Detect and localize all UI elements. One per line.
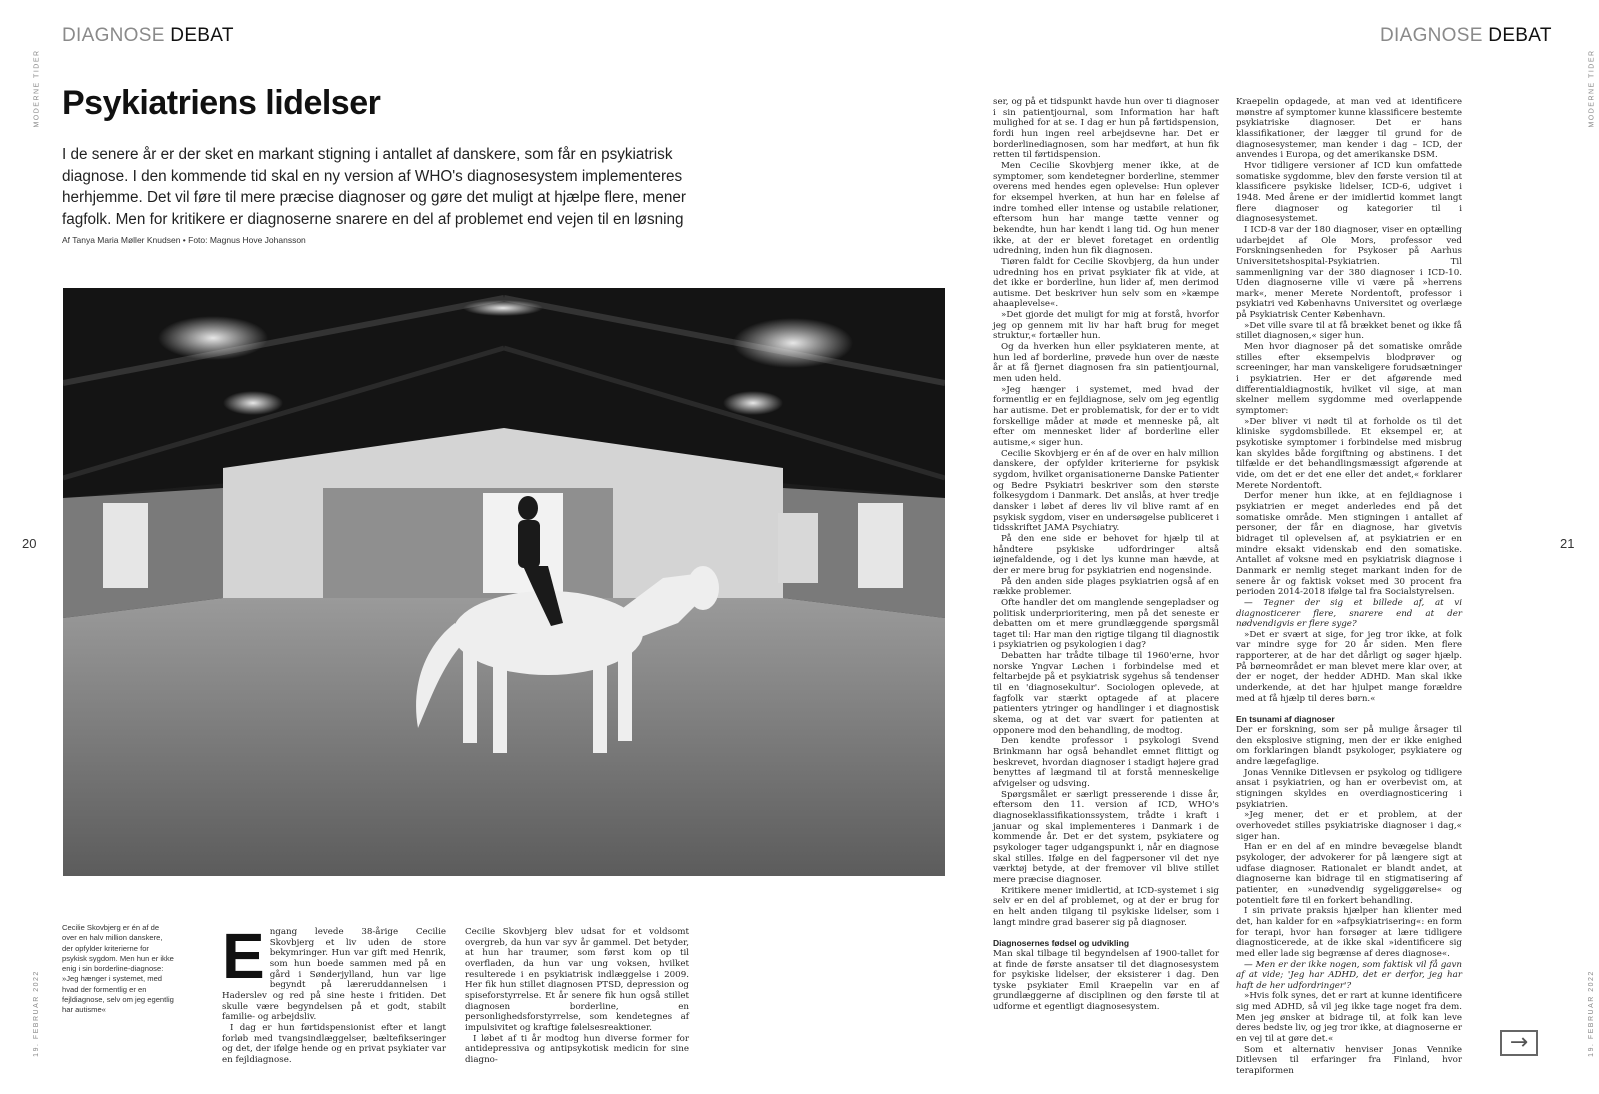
- paragraph: På den anden side plages psykiatrien også af en række problemer.: [993, 576, 1219, 598]
- issue-date-right: 19. FEBRUAR 2022: [1587, 970, 1595, 1057]
- paragraph: Jonas Vennike Ditlevsen er psykolog og tidligere ansat i psykiatrien, og han er overbevist om, at stigningen skyldes en overdiagnosticering i psykiatrien.: [1236, 767, 1462, 810]
- paragraph: I dag er hun førtidspensionist efter et langt forløb med tvangsindlæggelser, bæltefikseringer og det, der ifølge hende og en privat psykiater var en fejldiagnose.: [222, 1022, 446, 1065]
- paragraph: »Der bliver vi nødt til at forholde os til det kliniske sygdomsbillede. Et eksempel er, at psykotiske symptomer i forbindelse med misbrug kan skyldes både forgiftning og abstinens. I det tilfælde er det behandlingsmæssigt afgørende at vide, om det er det ene eller det andet,« forklarer Merete Nordentoft.: [1236, 416, 1462, 491]
- paragraph: I sin private praksis hjælper han klienter med det, han kalder for en »afpsykiatrisering«: en form for terapi, hvor han forsøger at lære tidligere diagnosticerede, at de ikke skal »identificere sig med eller lade sig begrænse af deres diagnose«.: [1236, 906, 1462, 959]
- paragraph: I ICD-8 var der 180 diagnoser, viser en optælling udarbejdet af Ole Mors, professor ved Forskningsenheden for Psykoser på Aarhus Universitetshospital-Psykiatrien. Til sammenligning var der 380 diagnoser i ICD-10. Uden diagnoserne ville vi være på »herrens mark«, mener Merete Nordentoft, professor i psykiatri ved Københavns Universitet og overlæge på Psykiatrisk Center København.: [1236, 224, 1462, 321]
- page-number-left: 20: [22, 536, 37, 551]
- article-lead: I de senere år er der sket en markant stigning i antallet af danskere, som får en psykiatrisk diagnose. I den kommende tid skal en ny version af WHO's diagnosesystem implementeres herhjemme. Det vil føre til mere præcise diagnoser og gøre det muligt at hjælpe flere, mener fagfolk. Men for kritikere er diagnoserne snarere en del af problemet end vejen til en løsning: [62, 146, 687, 228]
- article-title: Psykiatriens lidelser: [62, 84, 381, 122]
- paragraph: »Jeg mener, det er et problem, at der overhovedet stilles psykiatriske diagnoser i dag,« siger han.: [1236, 810, 1462, 842]
- section-label-right: DIAGNOSE DEBAT: [1380, 25, 1552, 46]
- issue-date-left: 19. FEBRUAR 2022: [32, 970, 40, 1057]
- paragraph: »Det gjorde det muligt for mig at forstå, hvorfor jeg op gennem mit liv har haft brug for meget struktur,« fortæller hun.: [993, 310, 1219, 342]
- next-page-button[interactable]: [1500, 1030, 1538, 1056]
- paragraph: Kritikere mener imidlertid, at ICD-systemet i sig selv er en del af problemet, og at der er brug for en helt anden tilgang til psykiske lidelser, som i langt mindre grad baserer sig på diagnoser.: [993, 885, 1219, 928]
- paragraph: »Hvis folk synes, det er rart at kunne identificere sig med ADHD, så vil jeg ikke tage noget fra dem. Men jeg ønsker at bidrage til, at folk kan leve deres bedste liv, og jeg tror ikke, at diagnoserne er en vej til at gøre det.«: [1236, 991, 1462, 1045]
- paragraph: Som et alternativ henviser Jonas Vennike Ditlevsen til erfaringer fra Finland, hvor terapiformen: [1236, 1044, 1462, 1077]
- page-number-right: 21: [1560, 536, 1575, 551]
- article-photo: [63, 288, 945, 876]
- paragraph: Kraepelin opdagede, at man ved at identificere mønstre af symptomer kunne klassificere bestemte psykiatriske diagnoser. Det er hans klassifikationer, der lægger til grund for de diagnosesystemer, man kender i dag – ICD, der anvendes i Europa, og det amerikanske DSM.: [1236, 97, 1462, 161]
- paragraph: Men Cecilie Skovbjerg mener ikke, at de symptomer, som kendetegner borderline, stemmer overens med hendes egen oplevelse: Hun oplever for eksempel hverken, at hun har en følelse af indre tomhed eller intense og ustabile relationer, eftersom hun har mange tætte venner og bekendte, hun har kendt i lang tid. Og hun mener ikke, at der er blevet foretaget en ordentlig udredning, inden hun fik diagnosen.: [993, 160, 1219, 257]
- paragraph: Men hvor diagnoser på det somatiske område stilles efter eksempelvis blodprøver og screeninger, har man vanskeligere forudsætninger i psykiatrien. Her er det afgørende med differentialdiagnostik, hvilket vil sige, at man skelner mellem sygdomme med overlappende symptomer:: [1236, 342, 1462, 417]
- byline: Af Tanya Maria Møller Knudsen • Foto: Magnus Hove Johansson: [62, 235, 306, 245]
- paragraph: Den kendte professor i psykologi Svend Brinkmann har også behandlet emnet flittigt og beskrevet, hvordan diagnoser i stadigt højere grad benyttes af lægmand til at forstå menneskelige afvigelser og udsving.: [993, 736, 1219, 789]
- paragraph: I løbet af ti år modtog hun diverse former for antidepressiva og antipsykotisk medicin for sine diagno-: [465, 1033, 689, 1065]
- paragraph: Der er forskning, som ser på mulige årsager til den eksplosive stigning, men der er ikke enighed om forklaringen blandt psykologer, psykiatere og andre lægefaglige.: [1236, 725, 1462, 768]
- paragraph: Han er en del af en mindre bevægelse blandt psykologer, der advokerer for på længere sigt at udfase diagnoser. Rationalet er blandt andet, at diagnoserne kan bidrage til en stigmatisering af patienter, en »unødvendig sygeliggørelse« og potentielt føre til en forkert behandling.: [1236, 842, 1462, 906]
- paragraph: Debatten har trådte tilbage til 1960'erne, hvor norske Yngvar Løchen i forbindelse med et feltarbejde på et psykiatrisk sygehus så tendenser til en 'diagnosekultur'. Sociologen oplevede, at fagfolk var stærkt optagede af at placere patienters ytringer og handlinger i et diagnostisk skema, og at det var svært for patienten at opponere mod den behandling, de modtog.: [993, 651, 1219, 736]
- paragraph: På den ene side er behovet for hjælp til at håndtere psykiske udfordringer altså iøjnefaldende, og i det lys kunne man hævde, at der er mere brug for psykiatrien end nogensinde.: [993, 533, 1219, 576]
- paragraph: Cecilie Skovbjerg blev udsat for et voldsomt overgreb, da hun var syv år gammel. Det betyder, at hun har traumer, som først kom op til overfladen, da hun var ung voksen, hvilket resulterede i en psykiatrisk indlæggelse i 2009. Her fik hun stillet diagnosen PTSD, depression og spiseforstyrrelse. Et år senere fik hun også stillet diagnosen borderline, en personlighedsforstyrrelse, som kendetegnes af impulsivitet og kraftige følelsesreaktioner.: [465, 927, 689, 1033]
- paragraph: Hvor tidligere versioner af ICD kun omfattede somatiske sygdomme, blev den første version til at klassificere psykiske lidelser, ICD-6, udgivet i 1948. Med årene er der imidlertid kommet langt flere diagnoser og kategorier til i diagnosesystemet.: [1236, 160, 1462, 225]
- paragraph: Cecilie Skovbjerg er én af de over en halv million danskere, der opfylder kriterierne for psykisk sygdom, hvilket organisationerne Danske Patienter og Bedre Psykiatri beskriver som den største folkesygdom i Danmark. Det anslås, at hver tredje dansker i løbet af deres liv vil blive ramt af en psykisk sygdom, viser en undersøgelse publiceret i tidsskriftet JAMA Psychiatry.: [993, 448, 1220, 534]
- section-label-left: DIAGNOSE DEBAT: [62, 25, 234, 46]
- body-column-3: [993, 97, 1219, 1013]
- body-column-4: [1236, 97, 1462, 1077]
- body-column-1: [222, 920, 446, 1066]
- paragraph: ser, og på et tidspunkt havde hun over ti diagnoser i sin patientjournal, som Information har haft mulighed for at se. I dag er hun på førtidspension, fordi hun ingen reel arbejdsevne har. Det er borderlinediagnosen, som har medført, at hun fik retten til førtidspension.: [993, 97, 1219, 161]
- paragraph: Og da hverken hun eller psykiateren mente, at hun led af borderline, prøvede hun over de næste år at få fjernet diagnosen fra sin patientjournal, men uden held.: [993, 342, 1219, 385]
- paragraph: — Tegner der sig et billede af, at vi diagnosticerer flere, snarere end at der nødvendigvis er flere syge?: [1236, 597, 1462, 630]
- paragraph: Man skal tilbage til begyndelsen af 1900-tallet for at finde de første ansatser til det diagnosesystem for psykiske lidelser, der eksisterer i dag. Den tyske psykiater Emil Kraepelin var en af grundlæggerne af disciplinen og den første til at udforme et egentligt diagnosesystem.: [993, 948, 1219, 1013]
- arrow-right-icon: →: [1509, 1030, 1529, 1055]
- subheading: En tsunami af diagnoser: [1236, 714, 1335, 725]
- body-column-2: [465, 927, 689, 1066]
- paragraph: Derfor mener hun ikke, at en fejldiagnose i psykiatrien er meget anderledes end på det somatiske område. Men stigningen i antallet af personer, der får en diagnose, har givetvis bidraget til oplevelsen af, at psykiatrien er en mindre eksakt videnskab end den somatiske. Antallet af voksne med en psykiatrisk diagnose i Danmark er nemlig steget markant inden for de senere år og faktisk vokset med 30 procent fra perioden 2014-2018 ifølge tal fra Socialstyrelsen.: [1236, 491, 1462, 598]
- paragraph: Ofte handler det om manglende sengepladser og politisk underprioritering, men på det seneste er debatten om et mere grundlæggende spørgsmål taget til: Har man den rigtige tilgang til diagnostik i psykiatrien og psykologien i dag?: [993, 597, 1219, 651]
- paragraph: Spørgsmålet er særligt presserende i disse år, eftersom den 11. version af ICD, WHO's diagnoseklassifikationssystem, trådte i kraft i januar og skal implementeres i Danmark i de kommende år. Det er det system, psykiatere og psykologer tager udgangspunkt i, når en diagnose skal stilles. Ifølge en del fagpersoner vil det nye værktøj betyde, at der fremover vil blive stillet mere præcise diagnoser.: [993, 789, 1219, 885]
- drop-cap: E: [222, 920, 265, 992]
- paragraph: Tiøren faldt for Cecilie Skovbjerg, da hun under udredning hos en privat psykiater fik at vide, at det ikke er borderline, hun lider af, men derimod autisme. Det beskriver hun selv som en »kæmpe ahaaplevelse«.: [993, 256, 1219, 310]
- paragraph: »Det ville svare til at få brækket benet og ikke få stillet diagnosen,« siger hun.: [1236, 320, 1462, 342]
- publication-name-right: MODERNE TIDER: [1588, 49, 1596, 128]
- subheading: Diagnosernes fødsel og udvikling: [993, 938, 1130, 949]
- paragraph: ngang levede 38-årige Cecilie Skovbjerg et liv uden de store bekymringer. Hun var gift med Henrik, som hun boede sammen med på en gård i Sønderjylland, hun var lige begyndt på læreruddannelsen i Haderslev og red på sine heste i fritiden. Det skulle være begyndelsen på et godt, stabilt familie- og arbejdsliv.: [222, 927, 446, 1023]
- photo-caption: Cecilie Skovbjerg er én af de over en halv million danskere, der opfylder kriterierne for psykisk sygdom. Men hun er ikke enig i sin borderline-diagnose: »Jeg hænger i systemet, med hvad der formentlig er en fejldiagnose, selv om jeg egentlig har autisme«: [62, 923, 174, 1015]
- paragraph: »Jeg hænger i systemet, med hvad der formentlig er en fejldiagnose, selv om jeg egentlig har autisme. Det er problematisk, for der er to vidt forskellige måder at møde et menneske på, alt efter om mennesket lider af borderline eller autisme,« siger hun.: [993, 384, 1219, 448]
- publication-name-left: MODERNE TIDER: [33, 49, 41, 128]
- paragraph: — Men er der ikke nogen, som faktisk vil få gavn af at vide; 'Jeg har ADHD, det er derfor, jeg har haft de her udfordringer'?: [1236, 959, 1462, 991]
- paragraph: »Det er svært at sige, for jeg tror ikke, at folk var mindre syge for 20 år siden. Men flere rapporterer, at de har det dårligt og søger hjælp. På børneområdet er man blevet mere klar over, at der er noget, der hedder ADHD. Man skal ikke underkende, at det har hjulpet mange forældre med at få hjælp til deres børn.«: [1236, 629, 1462, 704]
